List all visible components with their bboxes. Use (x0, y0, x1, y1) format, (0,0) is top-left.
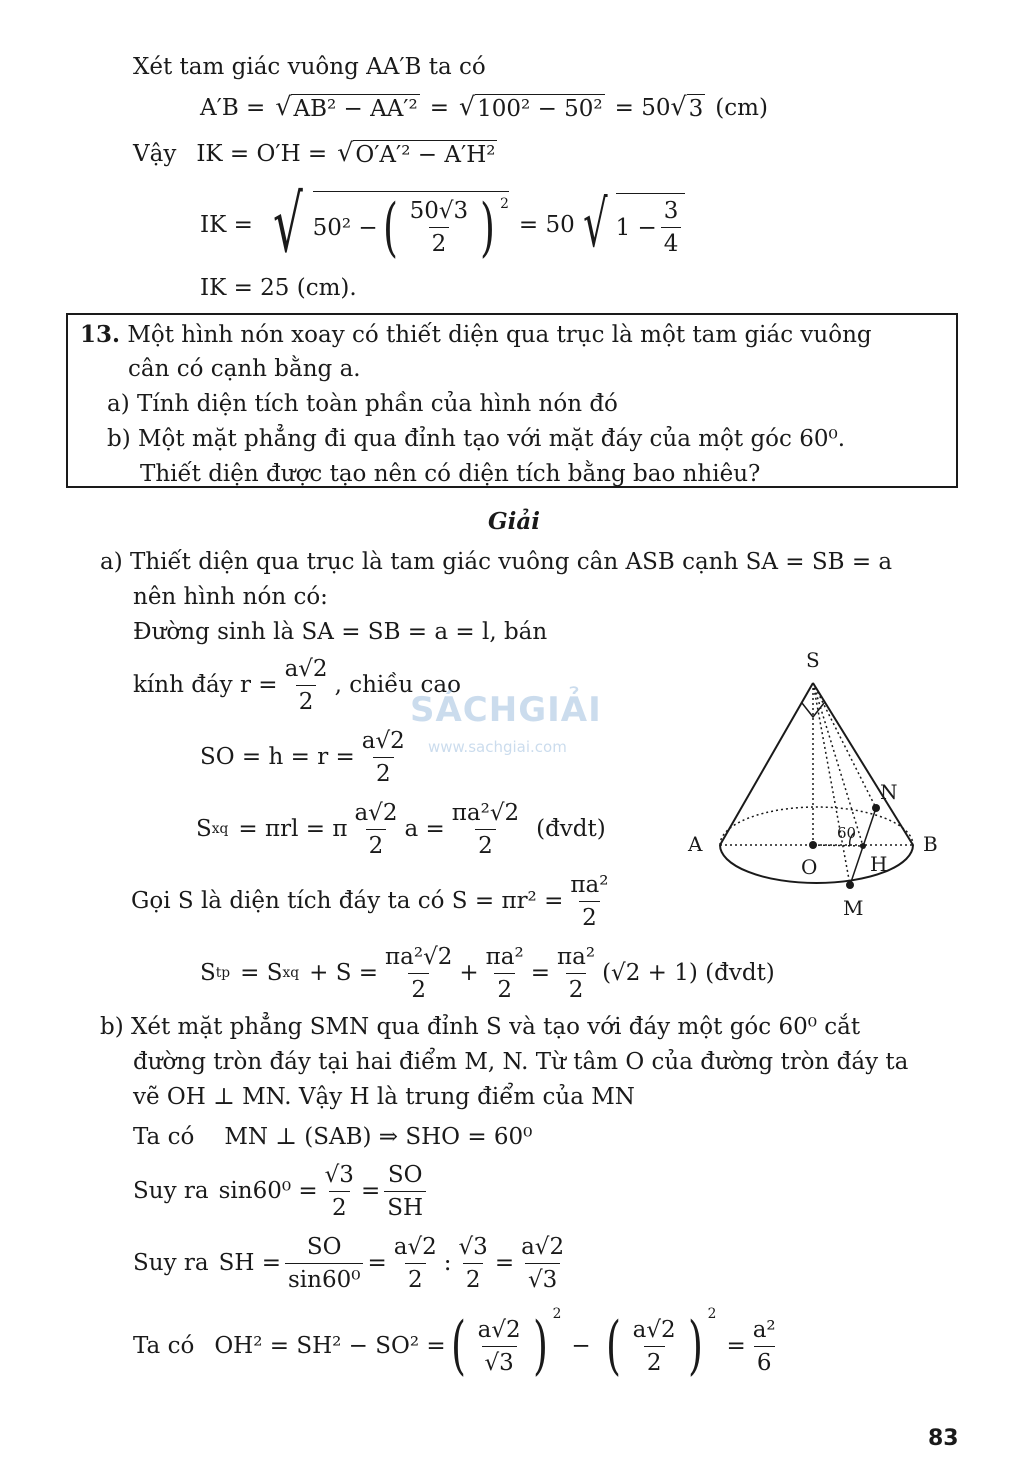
text-line: Xét tam giác vuông AA′B ta có (133, 54, 486, 80)
base-area-line: Gọi S là diện tích đáy ta có S = πr² = $\frac{\text{πa²}}{2}$ (131, 868, 615, 934)
label-N: N (880, 780, 898, 804)
text-line: nên hình nón có: (133, 584, 328, 610)
label-H: H (870, 852, 888, 876)
problem-line: Thiết diện được tạo nên có diện tích bằng bao nhiêu? (140, 461, 761, 487)
fraction: $\frac{a√2}{2}$ (284, 655, 328, 715)
fraction: $\frac{\text{πa²√2}}{2}$ (451, 799, 520, 859)
oh-line: Ta có OH² = SH² − SO² = ( a√2 √3 ) $^2$ − ( a√2 2 ) $^2$ = $\frac{\text{a²}}{6}$ (133, 1306, 783, 1386)
label-O: O (801, 855, 818, 879)
text-line: đường tròn đáy tại hai điểm M, N. Từ tâm O của đường tròn đáy ta (133, 1049, 909, 1075)
fraction: $\frac{\text{πa²}}{2}$ (485, 943, 524, 1003)
height-line: SO = h = r = $\frac{a√2}{2}$ (200, 724, 412, 790)
equation-ab (200, 90, 768, 126)
unit: (cm) (715, 95, 768, 121)
equation-ik2: IK = √ 50² − ( 50√3 2 ) $^2$ = 50 √ 1 − $\frac{3}{4}$ (200, 180, 685, 270)
fraction: $\frac{√3}{2}$ (458, 1233, 488, 1293)
fraction: $\frac{\text{πa²√2}}{2}$ (385, 943, 453, 1003)
eq-lhs: IK = (200, 212, 253, 238)
point-M (846, 881, 854, 889)
label-S: S (806, 648, 820, 672)
point-O (809, 841, 817, 849)
sqrt-expr: √ AB² − AA′² (275, 92, 418, 122)
text-line: a) Thiết diện qua trục là tam giác vuông cân ASB cạnh SA = SB = a (100, 549, 893, 575)
fraction: $\frac{\text{πa²}}{2}$ (570, 871, 609, 931)
label-M: M (843, 896, 864, 920)
fraction: $\frac{a√2}{2}$ (393, 1233, 437, 1293)
point-H (860, 843, 866, 849)
taco-line: Ta có MN ⊥ (SAB) ⇒ SHO = 60⁰ (133, 1124, 533, 1150)
sqrt-expr: √ 100² − 50² (459, 92, 603, 122)
problem-line: 13. Một hình nón xoay có thiết diện qua trục là một tam giác vuông (80, 321, 872, 348)
equation-ik1 (133, 136, 497, 172)
suy-ra-line: Suy ra SH = $\frac{SO}{\text{sin60⁰}}$ = $\frac{a√2}{2}$ : $\frac{√3}{2}$ = $\frac{a√2}{√3}$ (133, 1230, 571, 1296)
problem-part-b: b) Một mặt phẳng đi qua đỉnh tạo với mặt đáy của một góc 60⁰. (107, 426, 846, 452)
base-back-arc (720, 807, 913, 845)
eq-result: = 50 (614, 95, 671, 121)
fraction: $\frac{\text{πa²}}{2}$ (557, 943, 596, 1003)
eq-sign: = (429, 95, 450, 121)
eq-lhs: IK = O′H = (196, 141, 328, 167)
fraction: $\frac{a√2}{2}$ (361, 727, 405, 787)
suy-ra-line: Suy ra sin60⁰ = $\frac{√3}{2}$ = $\frac{SO}{SH}$ (133, 1158, 430, 1224)
fraction: $\frac{3}{4}$ (661, 198, 682, 257)
page-number: 83 (928, 1426, 959, 1451)
point-N (872, 804, 880, 812)
eq-result: = 50 (518, 212, 575, 238)
radius-line: kính đáy r = $\frac{a√2}{2}$ , chiều cao (133, 655, 461, 715)
label-B: B (923, 832, 938, 856)
watermark-logo: SÁCHGIẢI (410, 690, 602, 730)
fraction: $\frac{SO}{SH}$ (384, 1162, 426, 1221)
text-line: vẽ OH ⊥ MN. Vậy H là trung điểm của MN (133, 1084, 635, 1110)
fraction: a√2 2 (632, 1316, 676, 1376)
fraction: $\frac{√3}{2}$ (324, 1161, 354, 1221)
vay-label: Vậy (133, 141, 177, 167)
fraction: $\frac{\text{a²}}{6}$ (752, 1316, 776, 1376)
problem-part-a: a) Tính diện tích toàn phần của hình nón đó (107, 391, 618, 417)
eq-lhs: A′B = (200, 95, 266, 121)
generator-SB (813, 683, 913, 845)
fraction: 50√3 2 (409, 198, 469, 257)
problem-line: cân có cạnh bằng a. (128, 356, 361, 382)
sxq-line: S xq = πrl = π a√2 2 a = $\frac{\text{πa²√2}}{2}$ (đvdt) (196, 799, 606, 859)
problem-number: 13. (80, 321, 121, 348)
term: 50² − (312, 214, 378, 241)
fraction: a√2 √3 (477, 1316, 521, 1376)
label-angle: 60 (837, 824, 857, 842)
text-line: Đường sinh là SA = SB = a = l, bán (133, 619, 548, 645)
segment-SN (813, 683, 876, 808)
generator-SA (720, 683, 813, 845)
text-line: b) Xét mặt phẳng SMN qua đỉnh S và tạo với đáy một góc 60⁰ cắt (100, 1014, 861, 1040)
solution-heading: Giải (488, 508, 541, 535)
stp-line: S tp = S xq + S = $\frac{\text{πa²√2}}{2}$ + $\frac{\text{πa²}}{2}$ = $\frac{\text{πa²}}{2}$ (√2 + 1) (đvdt) (200, 943, 775, 1003)
ik-result: IK = 25 (cm). (200, 275, 357, 301)
label-A: A (688, 832, 703, 856)
sqrt-expr: √ O′A′² − A′H² (337, 138, 496, 168)
watermark-url: www.sachgiai.com (428, 738, 567, 756)
fraction: a√2 2 (354, 799, 398, 859)
cone-figure (680, 645, 950, 925)
sqrt-expr: √ 3 (670, 92, 704, 122)
fraction: $\frac{SO}{\text{sin60⁰}}$ (285, 1234, 363, 1293)
fraction: $\frac{a√2}{√3}$ (521, 1233, 565, 1293)
